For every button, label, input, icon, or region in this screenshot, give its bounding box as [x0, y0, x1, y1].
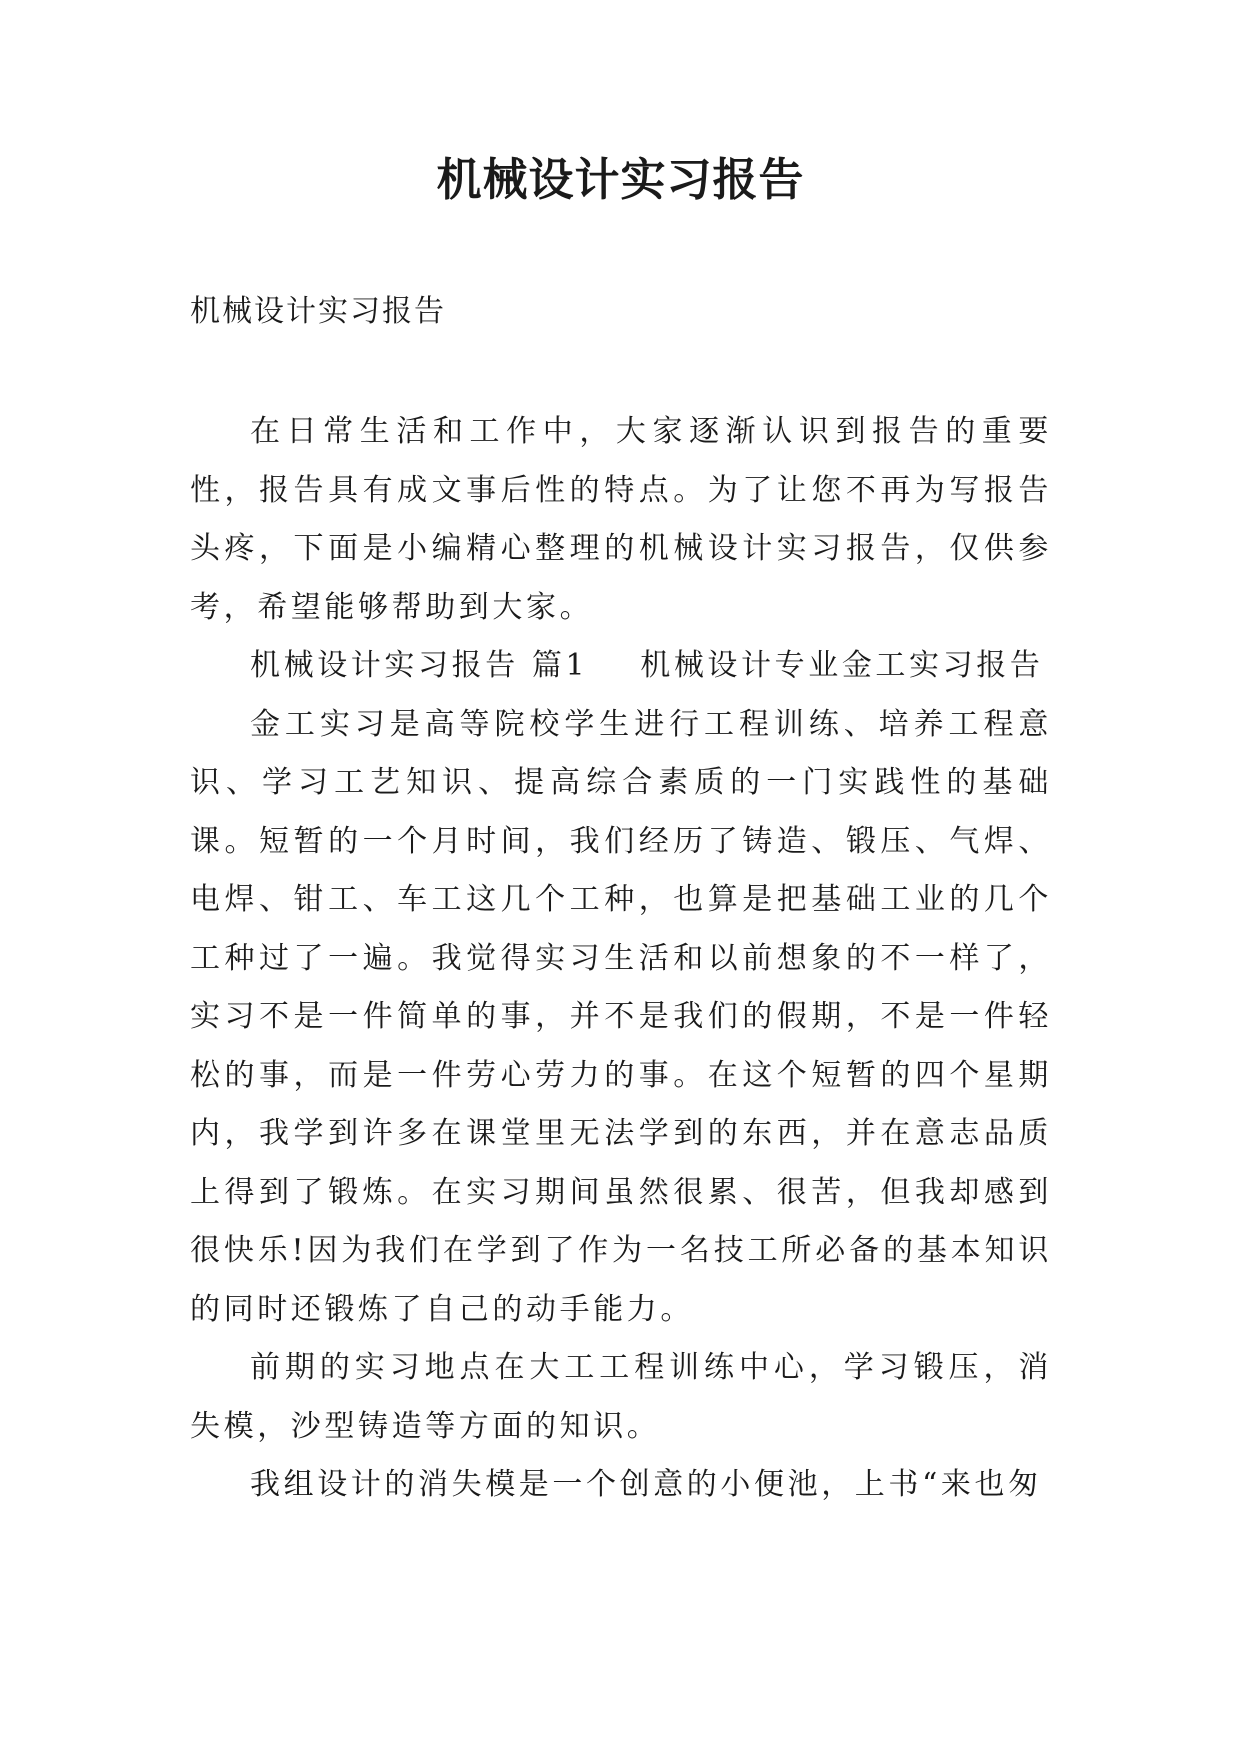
document-subtitle: 机械设计实习报告 [190, 294, 446, 329]
section-heading-tail: 机械设计专业金工实习报告 [640, 648, 1044, 683]
section-heading [190, 637, 1052, 696]
section-heading-label: 机械设计实习报告 篇1 [250, 648, 589, 683]
body-paragraph-2: 前期的实习地点在大工工程训练中心，学习锻压，消失模，沙型铸造等方面的知识。 [190, 1350, 1052, 1444]
intro-paragraph: 在日常生活和工作中，大家逐渐认识到报告的重要性，报告具有成文事后性的特点。为了让您不再为写报告头疼，下面是小编精心整理的机械设计实习报告，仅供参考，希望能够帮助到大家。 [190, 414, 1052, 625]
document-body [190, 403, 1052, 1515]
body-paragraph-1: 金工实习是高等院校学生进行工程训练、培养工程意识、学习工艺知识、提高综合素质的一门实践性的基础课。短暂的一个月时间，我们经历了铸造、锻压、气焊、电焊、钳工、车工这几个工种，也算是把基础工业的几个工种过了一遍。我觉得实习生活和以前想象的不一样了，实习不是一件简单的事，并不是我们的假期，不是一件轻松的事，而是一件劳心劳力的事。在这个短暂的四个星期内，我学到许多在课堂里无法学到的东西，并在意志品质上得到了锻炼。在实习期间虽然很累、很苦，但我却感到很快乐!因为我们在学到了作为一名技工所必备的基本知识的同时还锻炼了自己的动手能力。 [190, 706, 1052, 1327]
body-paragraph-3: 我组设计的消失模是一个创意的小便池，上书“来也匆 [250, 1467, 1042, 1502]
document-title: 机械设计实习报告 [436, 153, 805, 206]
